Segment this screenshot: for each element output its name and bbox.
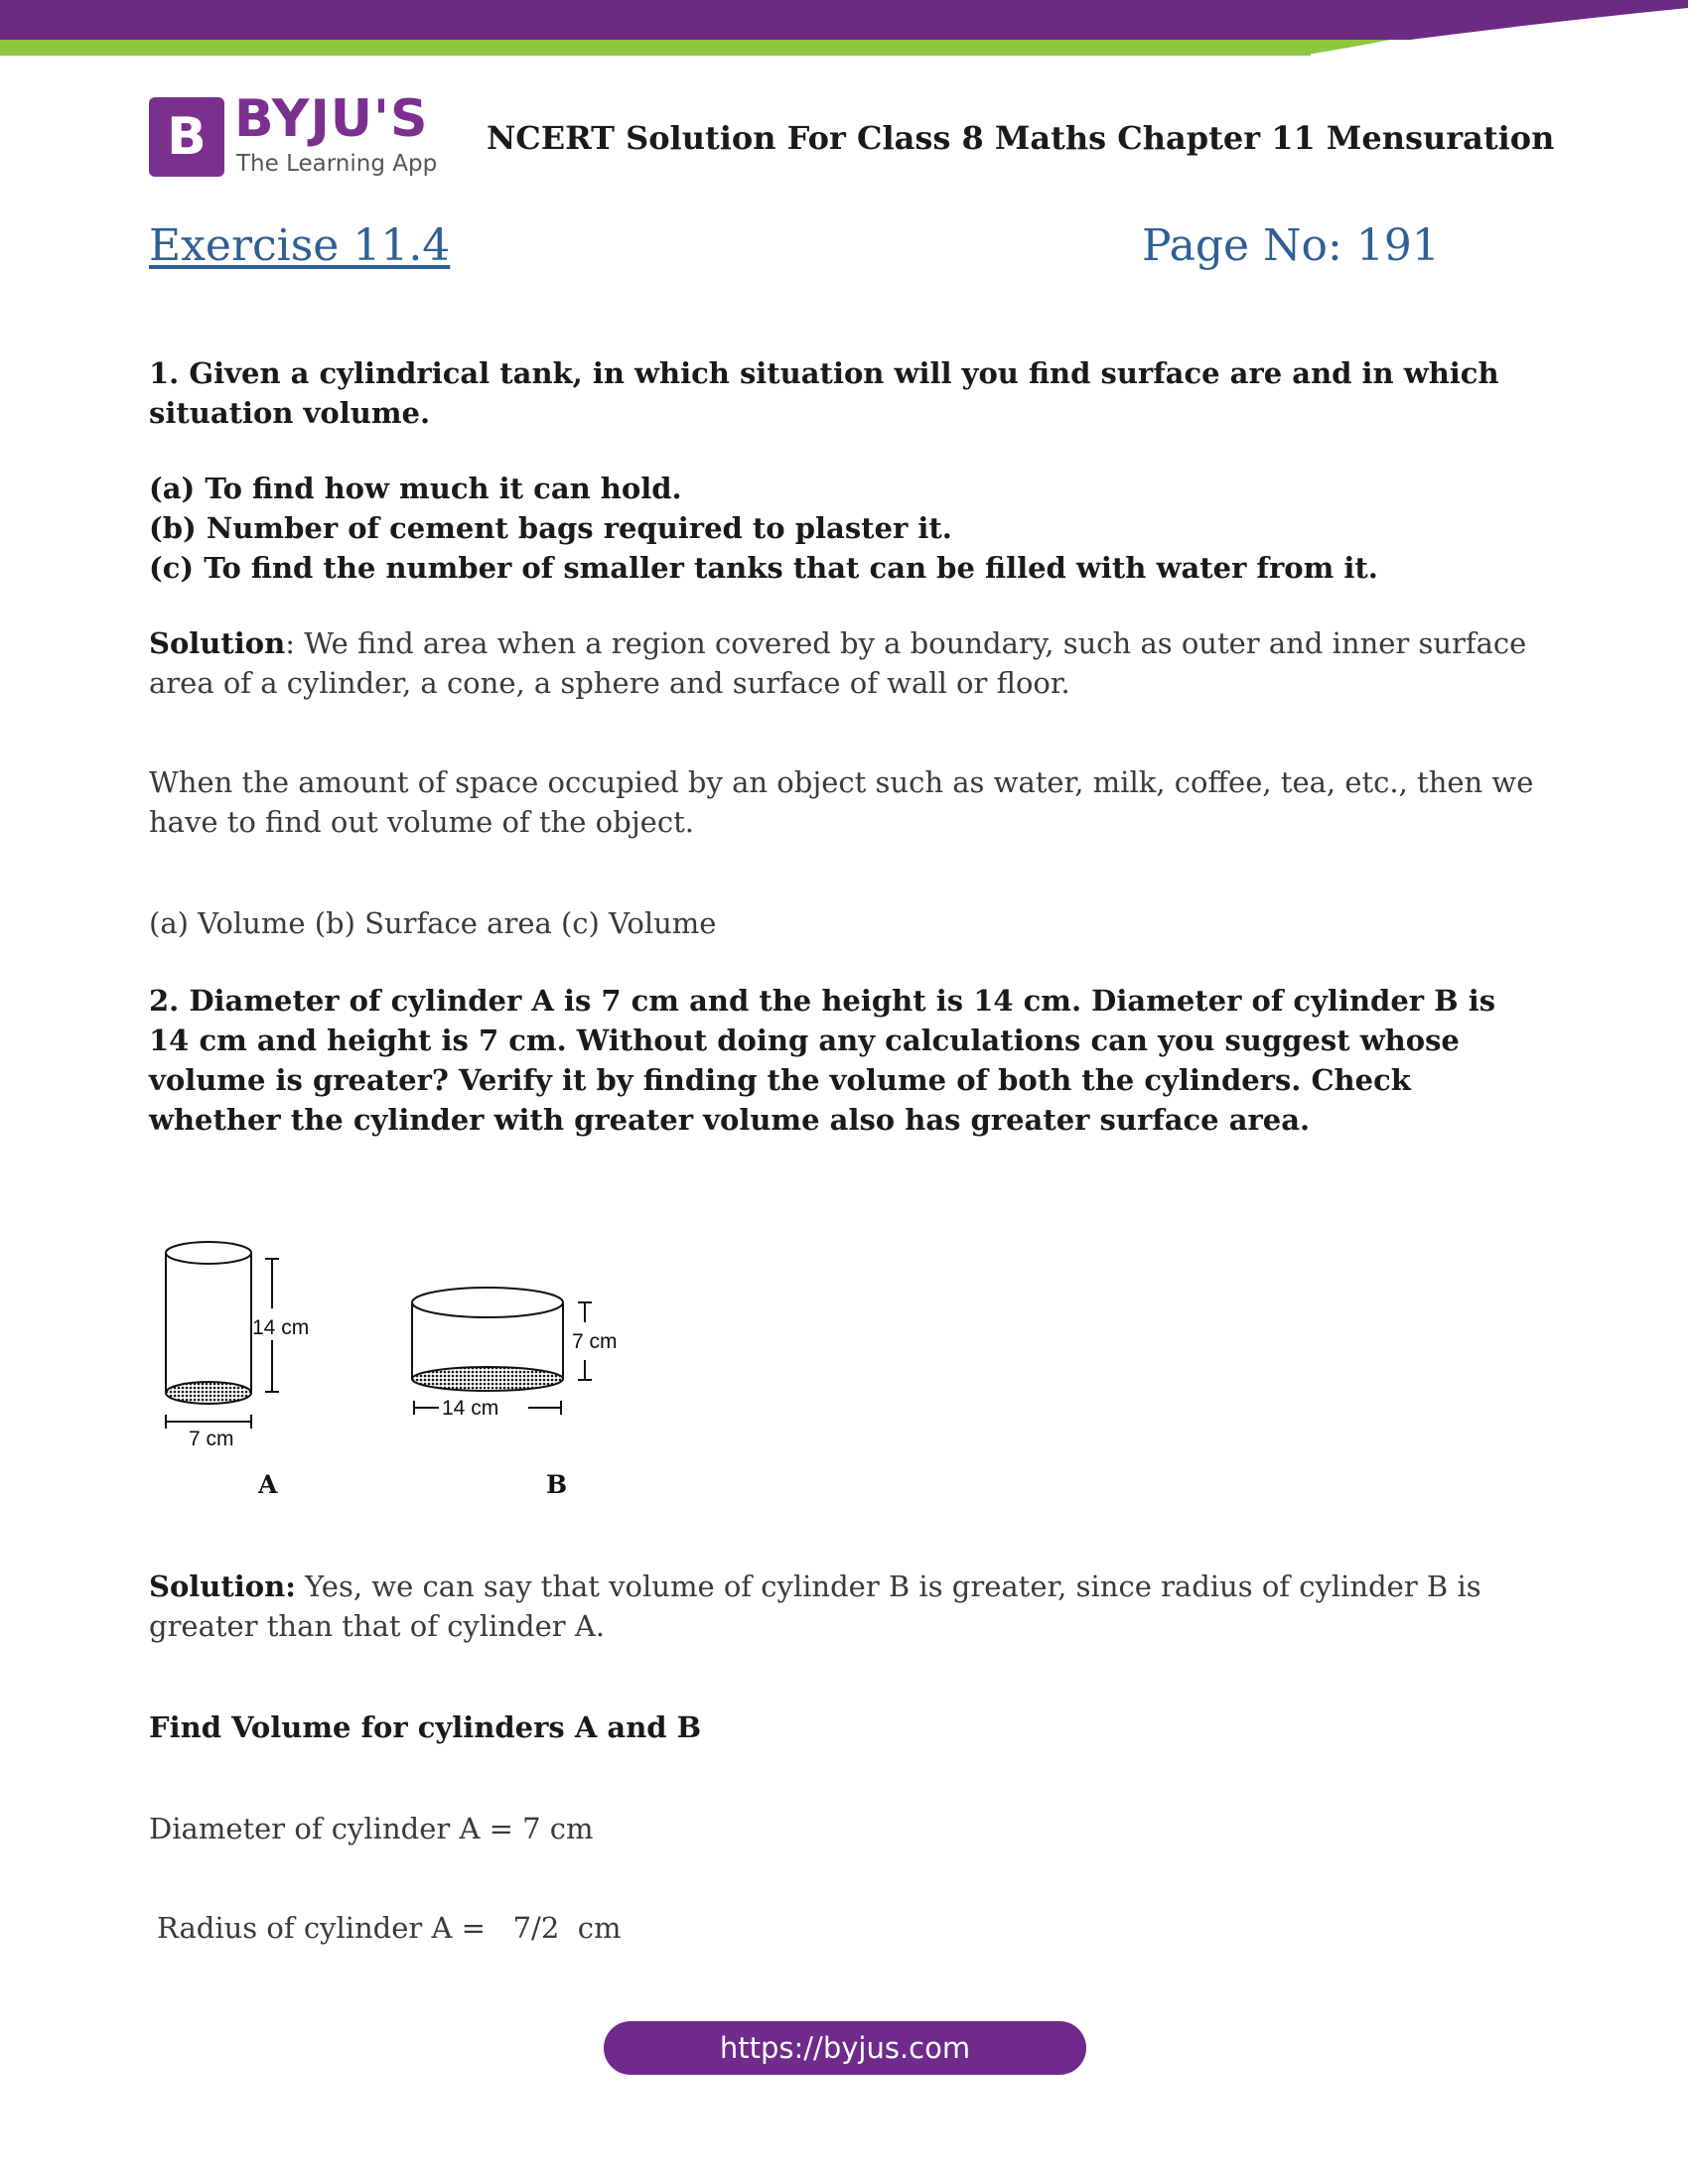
solution-label: Solution [149,626,286,660]
page-number: Page No: 191 [1142,220,1440,271]
exercise-heading: Exercise 11.4 [149,220,451,271]
top-color-band [0,0,1688,69]
solution-text: Yes, we can say that volume of cylinder B is greater, since radius of cylinder B is greater than that of cylinder A. [149,1570,1481,1643]
question-1-paragraph-2: When the amount of space occupied by an object such as water, milk, coffee, tea, etc., then we have to find out volume of the object. [149,765,1534,839]
diameter-line: Diameter of cylinder A = 7 cm [149,1812,594,1845]
solution-label: Solution: [149,1570,296,1603]
cylinder-b-height-label: 7 cm [572,1330,618,1353]
logo-letter: B [167,107,207,167]
volume-subheading: Find Volume for cylinders A and B [149,1710,702,1744]
question-1-solution [149,623,1539,703]
brand-name: BYJU'S [234,89,429,149]
brand-tagline: The Learning App [236,151,438,177]
cylinders-figure [149,1231,645,1509]
cylinder-a-height-label: 14 cm [252,1316,310,1339]
question-1-option-b: (b) Number of cement bags required to plaster it. [149,511,952,545]
solution-text: : We find area when a region covered by a boundary, such as outer and inner surface area of a cylinder, a cone, a sphere and surface of wall or floor. [149,626,1527,700]
footer-url-link[interactable]: https://byjus.com [604,2021,1086,2075]
radius-line: Radius of cylinder A = 7/2 cm [157,1911,622,1945]
question-1: 1. Given a cylindrical tank, in which situation will you find surface are and in which situation volume. [149,356,1499,430]
cylinder-a-label: A [258,1470,278,1499]
question-1-answer: (a) Volume (b) Surface area (c) Volume [149,906,717,940]
document-title: NCERT Solution For Class 8 Maths Chapter 11 Mensuration [487,119,1555,157]
cylinder-b-diameter-label: 14 cm [442,1397,499,1420]
cylinder-b-label: B [546,1470,568,1499]
question-2: 2. Diameter of cylinder A is 7 cm and the height is 14 cm. Diameter of cylinder B is 14 cm and height is 7 cm. Without doing any calculations can you suggest whose volume is greater? Verify it by finding the volume of both the cylinders. Check whether the cylinder with greater volume also has greater surface area. [149,984,1496,1137]
question-1-option-c: (c) To find the number of smaller tanks that can be filled with water from it. [149,551,1378,585]
question-1-option-a: (a) To find how much it can hold. [149,472,682,505]
byjus-logo-icon [149,97,224,177]
question-2-solution [149,1567,1539,1646]
cylinder-b [412,1288,592,1415]
cylinder-a-diameter-label: 7 cm [189,1428,234,1450]
page-header [149,89,1555,185]
